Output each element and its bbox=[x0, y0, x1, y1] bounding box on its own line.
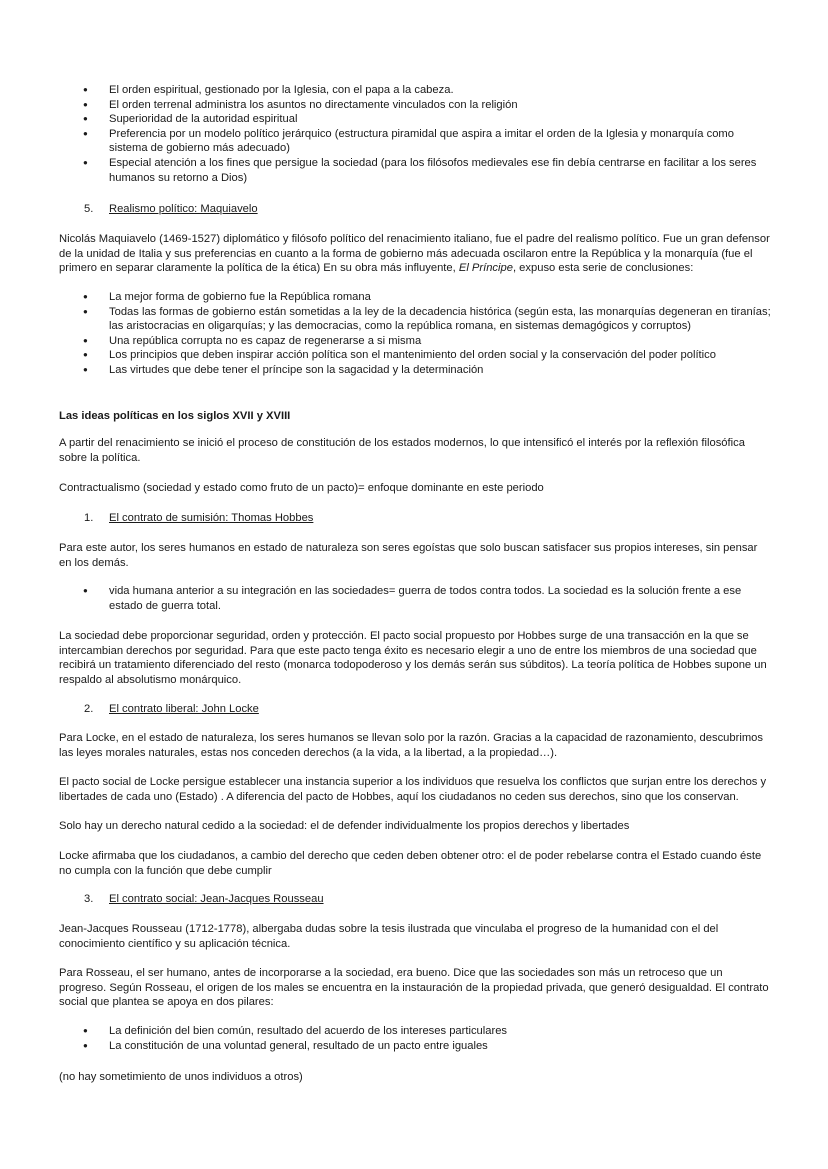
locke-paragraph-1: Para Locke, en el estado de naturaleza, los seres humanos se llevan solo por la razón. Gracias a la capacidad de razonamiento, descubrimos las leyes morales naturales, estas nos conceden derechos (a la vida, a la libertad, a la propiedad…). bbox=[59, 732, 763, 759]
rousseau-note: (no hay sometimiento de unos individuos a otros) bbox=[59, 1071, 303, 1083]
hobbes-paragraph-2: La sociedad debe proporcionar seguridad, orden y protección. El pacto social propuesto por Hobbes surge de una transacción en la que se intercambian derechos por seguridad. Para que este pacto tenga éxito es necesario elegir a uno de entre los miembros de una sociedad que recibirá un tratamiento diferenciado del resto (monarca todopoderoso y los demás serán sus súbditos). La teoría política de Hobbes supone un respaldo al absolutismo monárquico. bbox=[59, 630, 767, 686]
locke-heading bbox=[59, 702, 771, 717]
list-item: ● La mejor forma de gobierno fue la República romana bbox=[59, 290, 771, 305]
list-item: ● La constitución de una voluntad general, resultado de un pacto entre iguales bbox=[59, 1039, 771, 1054]
hobbes-heading bbox=[59, 511, 771, 526]
list-item: ● Las virtudes que debe tener el príncipe son la sagacidad y la determinación bbox=[59, 363, 771, 378]
list-item: ● vida humana anterior a su integración en las sociedades= guerra de todos contra todos. La sociedad es la solución frente a ese estado de guerra total. bbox=[59, 584, 771, 613]
hobbes-paragraph-1: Para este autor, los seres humanos en estado de naturaleza son seres egoístas que solo buscan satisfacer sus propios intereses, sin pensar en los demás. bbox=[59, 542, 758, 569]
section-title: Las ideas políticas en los siglos XVII y XVIII bbox=[59, 410, 291, 422]
heading-number: 1. bbox=[84, 512, 94, 524]
list-item: ● Una república corrupta no es capaz de regenerarse a si misma bbox=[59, 334, 771, 349]
locke-paragraph-4: Locke afirmaba que los ciudadanos, a cambio del derecho que ceden deben obtener otro: el de poder rebelarse contra el Estado cuando éste no cumpla con la función que debe cumplir bbox=[59, 850, 762, 877]
list-item: ● Superioridad de la autoridad espiritual bbox=[59, 112, 771, 127]
list-item: ● La definición del bien común, resultado del acuerdo de los intereses particulares bbox=[59, 1024, 771, 1039]
locke-paragraph-3: Solo hay un derecho natural cedido a la sociedad: el de defender individualmente los propios derechos y libertades bbox=[59, 820, 630, 832]
machiavelli-heading bbox=[59, 202, 771, 217]
heading-text: El contrato de sumisión: Thomas Hobbes bbox=[109, 512, 314, 524]
hobbes-bullet-list bbox=[59, 584, 771, 613]
list-item: ● Especial atención a los fines que persigue la sociedad (para los filósofos medievales ese fin debía centrarse en facilitar a los seres humanos su retorno a Dios) bbox=[59, 156, 771, 185]
medieval-bullet-list bbox=[59, 83, 771, 185]
machiavelli-intro: Nicolás Maquiavelo (1469-1527) diplomático y filósofo político del renacimiento italiano, fue el padre del realismo político. Fue un gran defensor de la unidad de Italia y sus preferencias en cuanto a la forma de gobierno más adecuada oscilaron entre la República y la monarquía (fue el primero en separar claramente la política de la ética) En su obra más influyente, El Príncipe, expuso esta serie de conclusiones: bbox=[59, 233, 770, 275]
list-item: ● El orden terrenal administra los asuntos no directamente vinculados con la religión bbox=[59, 98, 771, 113]
heading-number: 5. bbox=[84, 203, 94, 215]
list-item: ● El orden espiritual, gestionado por la Iglesia, con el papa a la cabeza. bbox=[59, 83, 771, 98]
list-item: ● Preferencia por un modelo político jerárquico (estructura piramidal que aspira a imitar el orden de la Iglesia y monarquía como sistema de gobierno más adecuado) bbox=[59, 127, 771, 156]
machiavelli-bullet-list bbox=[59, 290, 771, 378]
contractualism-line: Contractualismo (sociedad y estado como fruto de un pacto)= enfoque dominante en este periodo bbox=[59, 482, 544, 494]
heading-text: Realismo político: Maquiavelo bbox=[109, 203, 258, 215]
book-title: El Príncipe bbox=[458, 262, 513, 275]
heading-text: El contrato liberal: John Locke bbox=[109, 703, 259, 715]
rousseau-heading bbox=[59, 892, 771, 907]
list-item: ● Los principios que deben inspirar acción política son el mantenimiento del orden social y la conservación del poder político bbox=[59, 348, 771, 363]
heading-number: 3. bbox=[84, 893, 94, 905]
rousseau-paragraph-2: Para Rosseau, el ser humano, antes de incorporarse a la sociedad, era bueno. Dice que las sociedades son más un retroceso que un progreso. Según Rosseau, el origen de los males se encuentra en la instauración de la propiedad privada, que generó desigualdad. El contrato social que plantea se apoya en dos pilares: bbox=[59, 967, 769, 1009]
rousseau-bullet-list bbox=[59, 1024, 771, 1053]
heading-number: 2. bbox=[84, 703, 94, 715]
list-item: ● Todas las formas de gobierno están sometidas a la ley de la decadencia histórica (según esta, las monarquías degeneran en tiranías; las aristocracias en oligarquías; y las democracias, como la república romana, en sistemas demagógicos y corruptos) bbox=[59, 305, 771, 334]
heading-text: El contrato social: Jean-Jacques Rousseau bbox=[109, 893, 324, 905]
section-intro: A partir del renacimiento se inició el proceso de constitución de los estados modernos, lo que intensificó el interés por la reflexión filosófica sobre la política. bbox=[59, 437, 745, 464]
locke-paragraph-2: El pacto social de Locke persigue establecer una instancia superior a los individuos que resuelva los conflictos que surjan entre los derechos y libertades de cada uno (Estado) . A diferencia del pacto de Hobbes, aquí los ciudadanos no ceden sus derechos, sino que los conservan. bbox=[59, 776, 767, 803]
rousseau-paragraph-1: Jean-Jacques Rousseau (1712-1778), albergaba dudas sobre la tesis ilustrada que vinculaba el progreso de la humanidad con el del conocimiento científico y su aplicación técnica. bbox=[59, 923, 719, 950]
